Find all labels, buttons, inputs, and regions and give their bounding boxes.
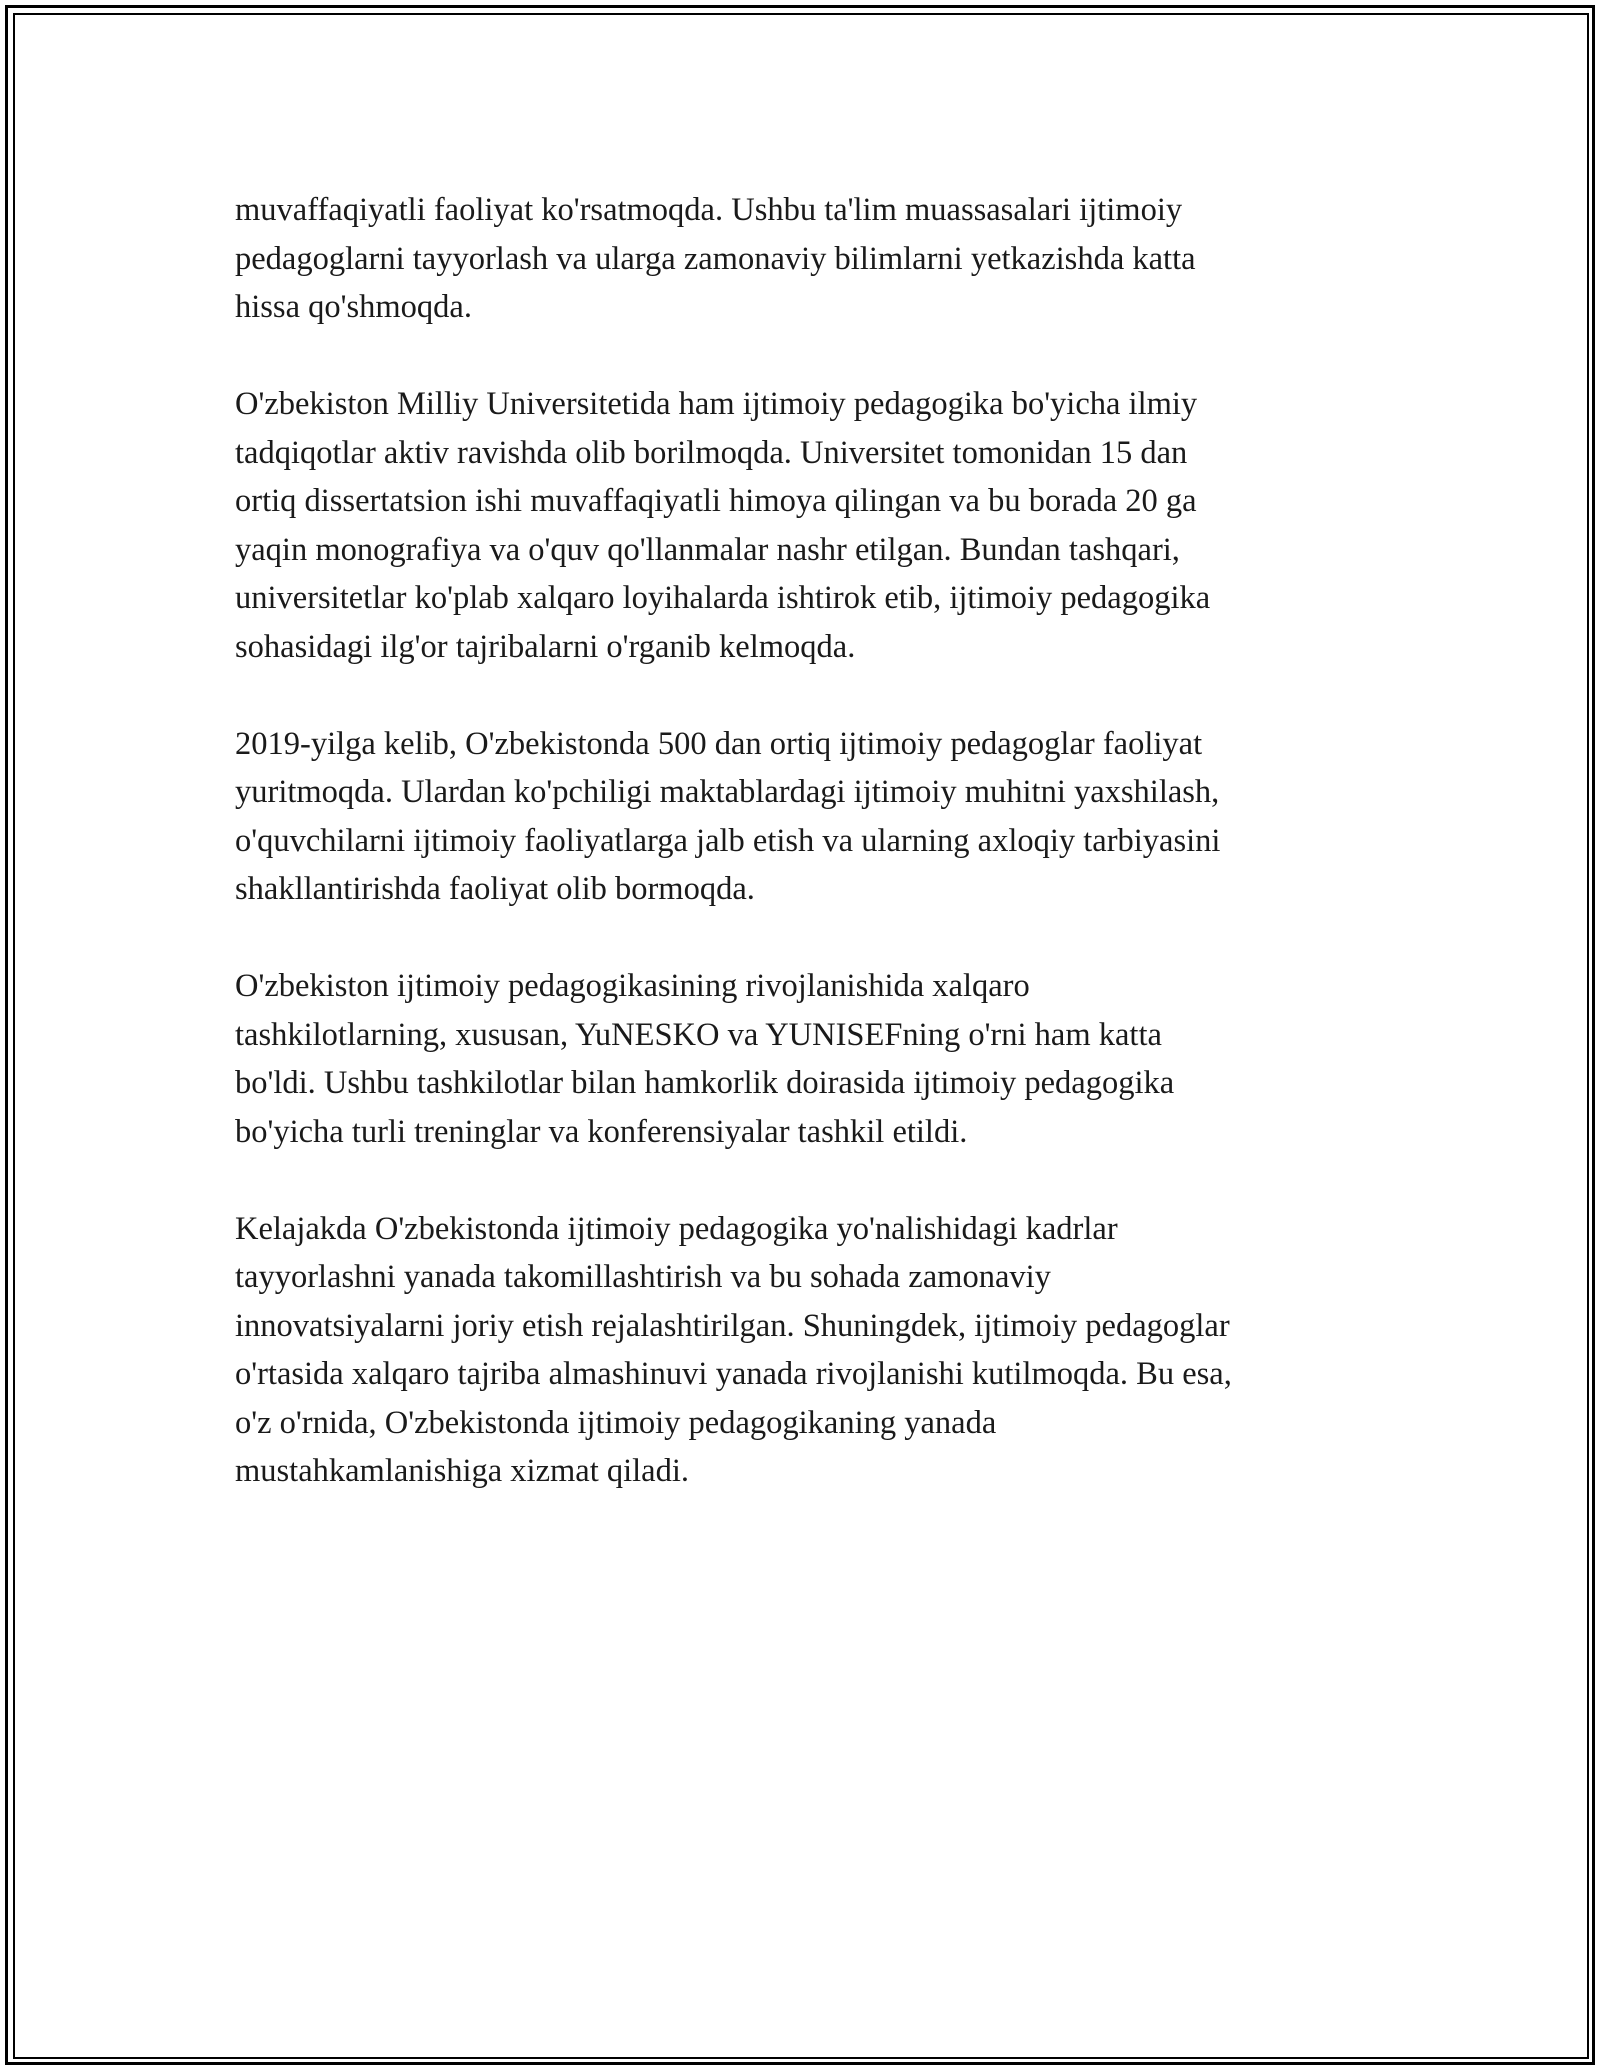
- paragraph-line: hissa qo'shmoqda.: [235, 289, 472, 325]
- paragraph-line: O'zbekiston ijtimoiy pedagogikasining rivojlanishida xalqaro: [235, 968, 1030, 1004]
- paragraph-line: shakllantirishda faoliyat olib bormoqda.: [235, 871, 755, 907]
- paragraph-line: innovatsiyalarni joriy etish rejalashtirilgan. Shuningdek, ijtimoiy pedagoglar: [235, 1307, 1230, 1344]
- paragraph-line: Kelajakda O'zbekistonda ijtimoiy pedagogika yo'nalishidagi kadrlar: [235, 1210, 1118, 1247]
- paragraph-line: bo'ldi. Ushbu tashkilotlar bilan hamkorlik doirasida ijtimoiy pedagogika: [235, 1065, 1175, 1101]
- paragraph-line: pedagoglarni tayyorlash va ularga zamonaviy bilimlarni yetkazishda katta: [235, 240, 1196, 277]
- paragraph-2: [235, 380, 1385, 671]
- paragraph-line: yaqin monografiya va o'quv qo'llanmalar nashr etilgan. Bundan tashqari,: [235, 531, 1180, 568]
- paragraph-line: bo'yicha turli treninglar va konferensiyalar tashkil etildi.: [235, 1113, 968, 1150]
- document-body: [235, 186, 1385, 1496]
- paragraph-line: o'z o'rnida, O'zbekistonda ijtimoiy pedagogikaning yanada: [235, 1404, 997, 1441]
- paragraph-line: tayyorlashni yanada takomillashtirish va bu sohada zamonaviy: [235, 1259, 1051, 1295]
- paragraph-line: tashkilotlarning, xususan, YuNESKO va YUNISEFning o'rni ham katta: [235, 1016, 1162, 1053]
- paragraph-line: o'rtasida xalqaro tajriba almashinuvi yanada rivojlanishi kutilmoqda. Bu esa,: [235, 1356, 1232, 1392]
- paragraph-4: [235, 962, 1385, 1156]
- paragraph-line: O'zbekiston Milliy Universitetida ham ijtimoiy pedagogika bo'yicha ilmiy: [235, 386, 1198, 422]
- paragraph-line: universitetlar ko'plab xalqaro loyihalarda ishtirok etib, ijtimoiy pedagogika: [235, 580, 1211, 616]
- paragraph-line: yuritmoqda. Ulardan ko'pchiligi maktablardagi ijtimoiy muhitni yaxshilash,: [235, 774, 1220, 810]
- paragraph-line: 2019-yilga kelib, O'zbekistonda 500 dan ortiq ijtimoiy pedagoglar faoliyat: [235, 725, 1203, 762]
- paragraph-5: [235, 1205, 1385, 1496]
- paragraph-line: ortiq dissertatsion ishi muvaffaqiyatli himoya qilingan va bu borada 20 ga: [235, 483, 1197, 519]
- paragraph-line: mustahkamlanishiga xizmat qiladi.: [235, 1453, 690, 1489]
- paragraph-line: muvaffaqiyatli faoliyat ko'rsatmoqda. Ushbu ta'lim muassasalari ijtimoiy: [235, 192, 1183, 228]
- paragraph-line: sohasidagi ilg'or tajribalarni o'rganib kelmoqda.: [235, 628, 856, 665]
- paragraph-3: [235, 720, 1385, 914]
- paragraph-line: tadqiqotlar aktiv ravishda olib borilmoqda. Universitet tomonidan 15 dan: [235, 434, 1188, 471]
- paragraph-1: [235, 186, 1385, 332]
- paragraph-line: o'quvchilarni ijtimoiy faoliyatlarga jalb etish va ularning axloqiy tarbiyasini: [235, 822, 1221, 859]
